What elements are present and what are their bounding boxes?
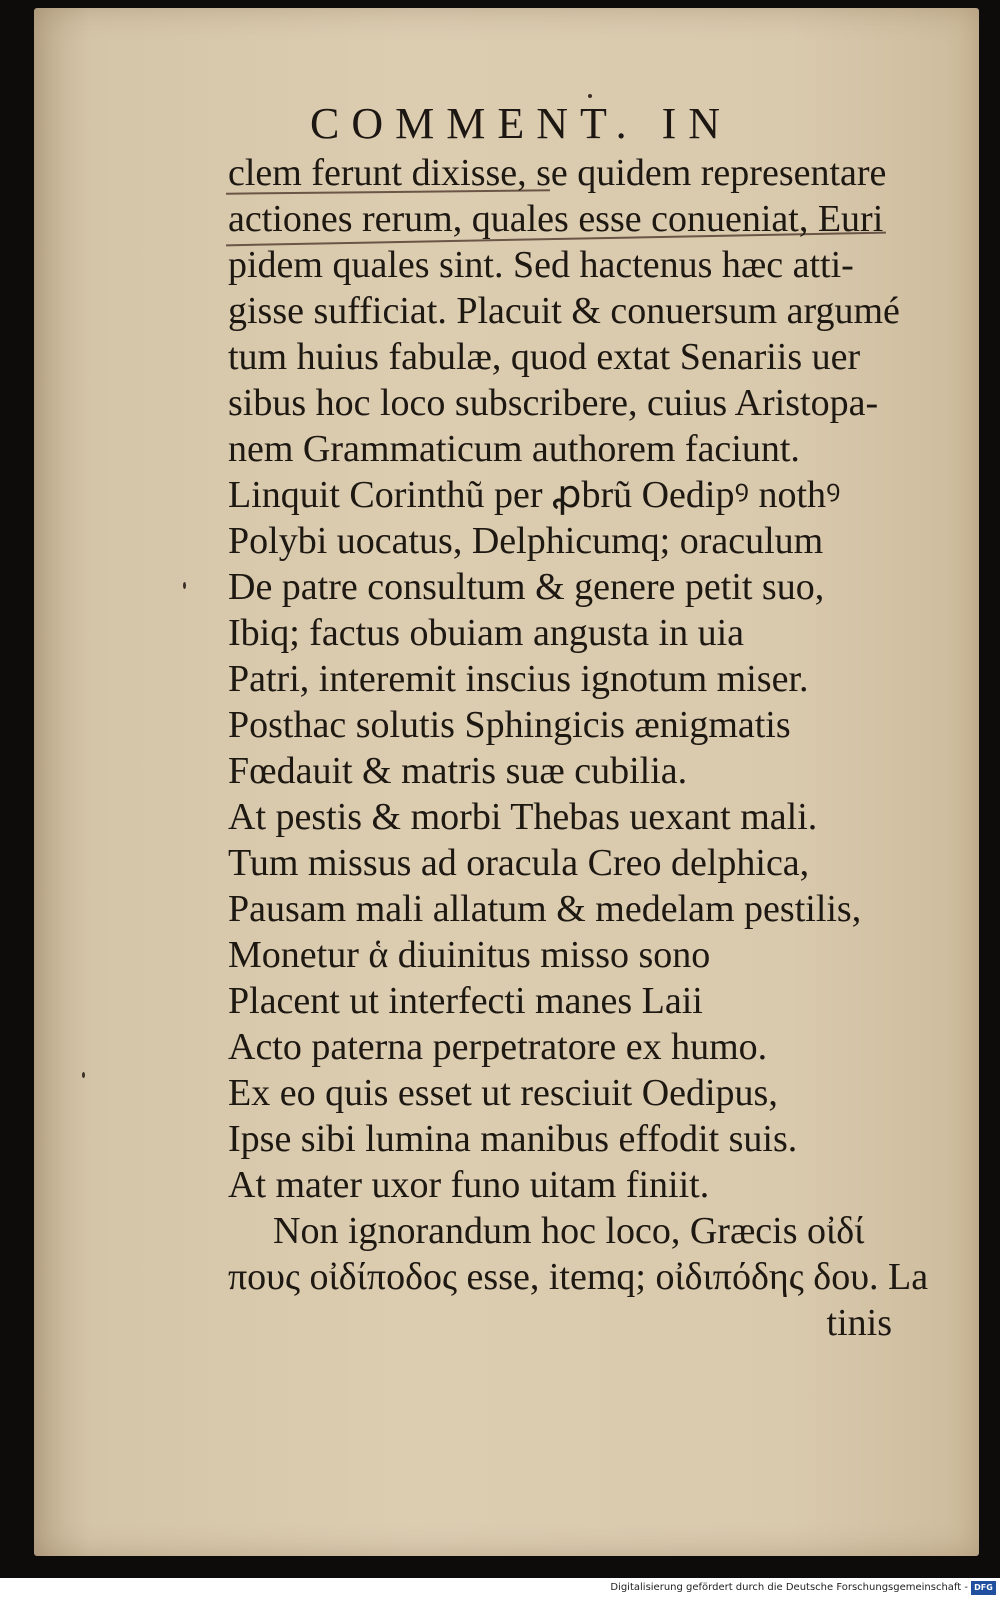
verse-line: Acto paterna perpetratore ex humo. [228, 1026, 768, 1068]
ink-speck [588, 94, 592, 98]
text-line: sibus hoc loco subscribere, cuius Aristopa- [228, 382, 879, 424]
verse-line: Posthac solutis Sphingicis ænigmatis [228, 704, 791, 746]
text-line: pidem quales sint. Sed hactenus hæc atti- [228, 244, 854, 286]
verse-line: At pestis & morbi Thebas uexant mali. [228, 796, 818, 838]
funding-credit: Digitalisierung gefördert durch die Deutsche Forschungsgemeinschaft - [610, 1582, 968, 1593]
verse-line: Monetur ἁ diuinitus misso sono [228, 934, 711, 976]
text-line: πους οἰδίποδος esse, itemq; οἰδιπόδης δου. La [228, 1256, 929, 1298]
text-line: actiones rerum, quales esse conueniat, Euri [228, 198, 884, 240]
running-head: COMMENT. IN [310, 99, 733, 148]
verse-line: Fœdauit & matris suæ cubilia. [228, 750, 688, 792]
text-line: nem Grammaticum authorem faciunt. [228, 428, 800, 470]
body-text [228, 150, 929, 1346]
ink-speck [82, 1072, 85, 1078]
verse-line: Ibiq; factus obuiam angusta in uia [228, 612, 745, 654]
footer-bar [0, 1578, 1000, 1601]
text-line: Non ignorandum hoc loco, Græcis οἰδί [273, 1210, 865, 1252]
ink-speck [183, 582, 186, 589]
verse-line: Patri, interemit inscius ignotum miser. [228, 658, 809, 700]
verse-line: Placent ut interfecti manes Laii [228, 980, 703, 1022]
verse-line: Ex eo quis esset ut resciuit Oedipus, [228, 1072, 778, 1114]
text-line: clem ferunt dixisse, se quidem representare [228, 152, 887, 194]
text-line: tum huius fabulæ, quod extat Senariis uer [228, 336, 861, 378]
verse-line: Tum missus ad oracula Creo delphica, [228, 842, 810, 884]
verse-line: Polybi uocatus, Delphicumq; oraculum [228, 520, 824, 562]
verse-line: Pausam mali allatum & medelam pestilis, [228, 888, 862, 930]
dfg-logo: DFG [971, 1581, 996, 1595]
catchword: tinis [826, 1302, 892, 1344]
text-line: gisse sufficiat. Placuit & conuersum argumé [228, 290, 900, 332]
verse-line: De patre consultum & genere petit suo, [228, 566, 825, 608]
verse-line: Ipse sibi lumina manibus effodit suis. [228, 1118, 798, 1160]
verse-line: Linquit Corinthũ per ꝓbrũ Oedipꝰ nothꝰ [228, 474, 841, 516]
verse-line: At mater uxor funo uitam finiit. [228, 1164, 710, 1206]
